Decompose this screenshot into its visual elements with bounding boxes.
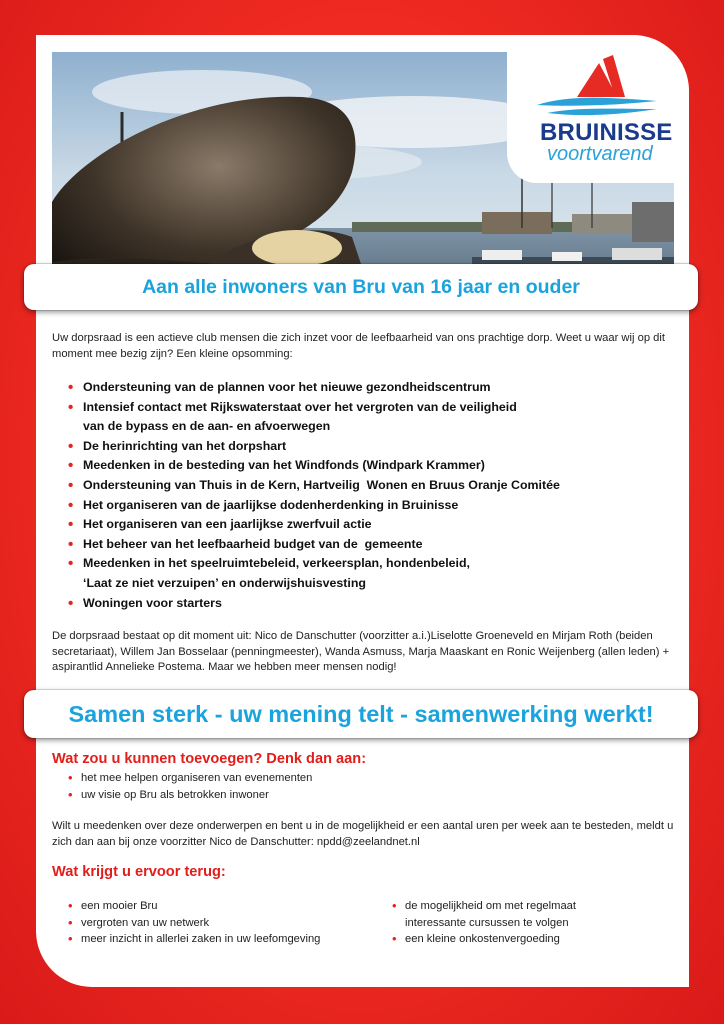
logo-tagline: voortvarend (547, 143, 653, 165)
sail-logo-icon (507, 35, 689, 125)
list-item: • het mee helpen organiseren van evenementen (68, 770, 312, 787)
list-item: • uw visie op Bru als betrokken inwoner (68, 787, 312, 804)
list-item: • een mooier Bru (68, 898, 320, 915)
flyer-card (36, 35, 689, 987)
list-item: • Meedenken in de besteding van het Windfonds (Windpark Krammer) (68, 456, 678, 476)
list-item: • Het organiseren van een jaarlijkse zwerfvuil actie (68, 515, 678, 535)
logo-name: BRUINISSE (540, 119, 673, 146)
audience-banner: Aan alle inwoners van Bru van 16 jaar en ouder (24, 264, 698, 310)
activities-list (68, 378, 678, 613)
bruinisse-logo (507, 35, 689, 183)
contribute-heading: Wat zou u kunnen toevoegen? Denk dan aan: (52, 751, 367, 767)
contribute-list (68, 770, 312, 803)
list-item: • een kleine onkostenvergoeding (392, 931, 576, 948)
list-item: • Het beheer van het leefbaarheid budget van de gemeente (68, 535, 678, 555)
list-item: • Intensief contact met Rijkswaterstaat over het vergroten van de veiligheid van de bypass en de aan- en afvoerwegen (68, 398, 678, 437)
list-item: • Het organiseren van de jaarlijkse dodenherdenking in Bruinisse (68, 496, 678, 516)
intro-paragraph: Uw dorpsraad is een actieve club mensen die zich inzet voor de leefbaarheid van ons prachtige dorp. Weet u waar wij op dit moment mee bezig zijn? Een kleine opsomming: (52, 332, 665, 360)
benefits-list-right (392, 898, 576, 948)
list-item: • Woningen voor starters (68, 594, 678, 614)
benefits-list-left (68, 898, 320, 948)
list-item: • Ondersteuning van de plannen voor het nieuwe gezondheidscentrum (68, 378, 678, 398)
slogan-banner: Samen sterk - uw mening telt - samenwerking werkt! (24, 690, 698, 738)
benefits-heading: Wat krijgt u ervoor terug: (52, 864, 226, 880)
list-item: • de mogelijkheid om met regelmaat interessante cursussen te volgen (392, 898, 576, 931)
list-item: • meer inzicht in allerlei zaken in uw leefomgeving (68, 931, 320, 948)
list-item: • Meedenken in het speelruimtebeleid, verkeersplan, hondenbeleid, ‘Laat ze niet verzuipen’ en onderwijshuisvesting (68, 554, 678, 593)
list-item: • Ondersteuning van Thuis in de Kern, Hartveilig Wonen en Bruus Oranje Comitée (68, 476, 678, 496)
list-item: • De herinrichting van het dorpshart (68, 437, 678, 457)
members-paragraph: De dorpsraad bestaat op dit moment uit: Nico de Danschutter (voorzitter a.i.)Liselotte Groeneveld en Mirjam Roth (beiden secretariaat), Willem Jan Bosselaar (penningmeester), Wanda Asmuss, Marja Maaskant en Ronic Weijenberg (allen leden) + aspirantlid Annelieke Postema. Maar we hebben meer mensen nodig! (52, 630, 670, 673)
list-item: • vergroten van uw netwerk (68, 915, 320, 932)
call-to-action-paragraph: Wilt u meedenken over deze onderwerpen en bent u in de mogelijkheid er een aantal uren per week aan te besteden, meldt u zich dan aan bij onze voorzitter Nico de Danschutter: npdd@zeelandnet.nl (52, 820, 674, 848)
